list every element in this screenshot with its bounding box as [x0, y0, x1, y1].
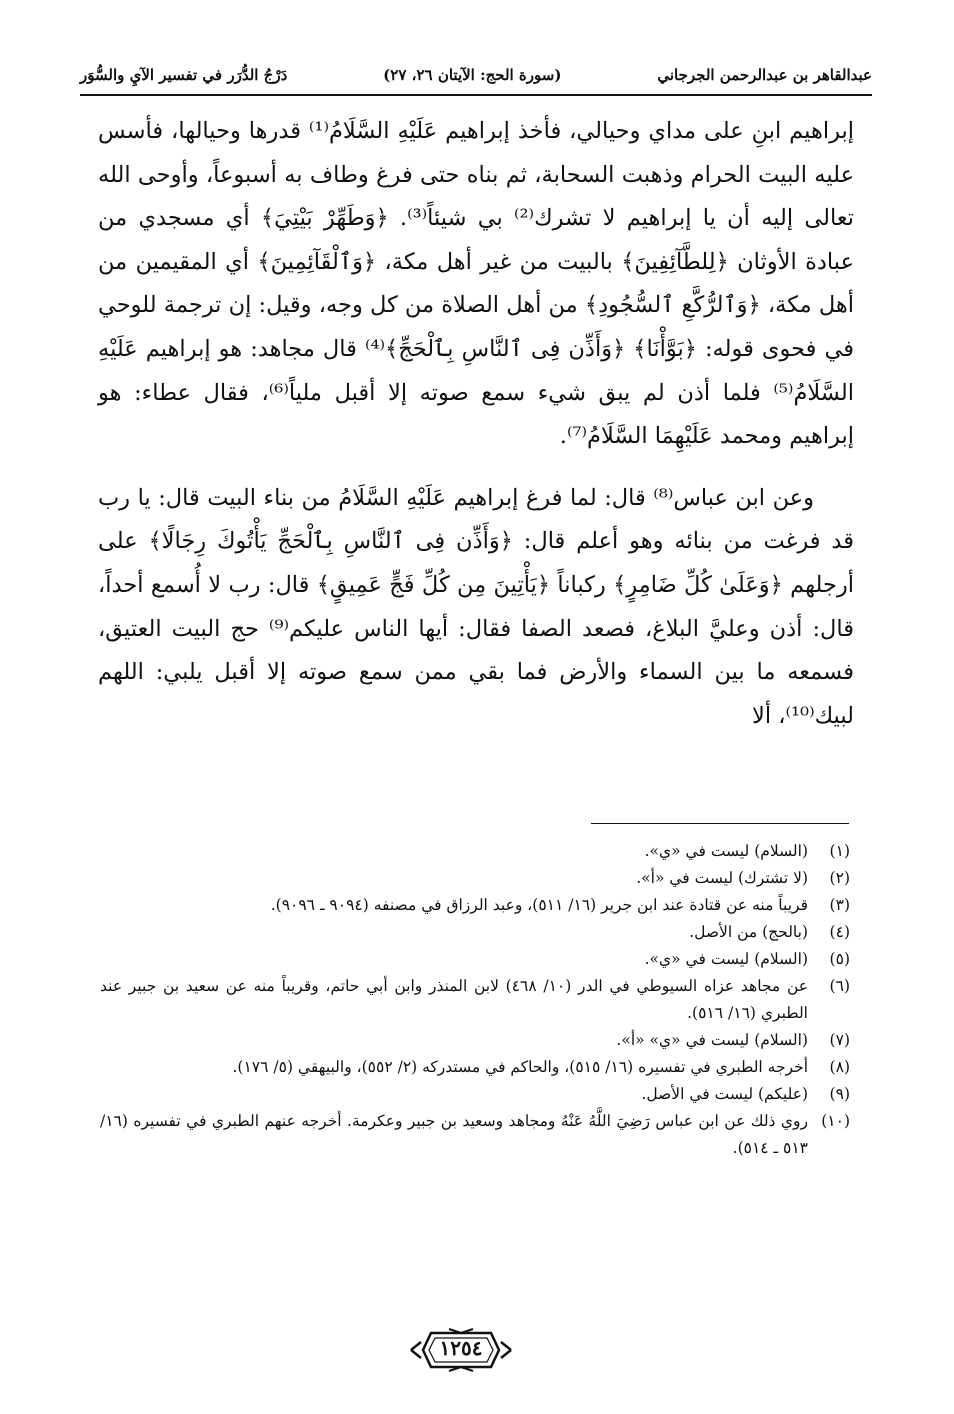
- footnote-number: (٥): [829, 950, 850, 968]
- paragraph: إبراهيم ابنِ على مداي وحيالي، فأخذ إبراهيم عَلَيْهِ السَّلَامُ⁽¹⁾ قدرها وحيالها، فأسس عليه البيت الحرام وذهبت السحابة، ثم بناه حتى فرغ وطاف به أسبوعاً، وأوحى الله تعالى إليه أن يا إبراهيم لا تشرك⁽²⁾ بي شيئاً⁽³⁾. ﴿وَطَهِّرْ بَيْتِيَ﴾ أي مسجدي من عبادة الأوثان ﴿لِلطَّآئِفِينَ﴾ بالبيت من غير أهل مكة، ﴿وَٱلْقَآئِمِينَ﴾ أي المقيمين من أهل مكة، ﴿وَٱلرُّكَّعِ ٱلسُّجُودِ﴾ من أهل الصلاة من كل وجه، وقيل: إن ترجمة للوحي في فحوى قوله: ﴿بَوَّأْنَا﴾ ﴿وَأَذِّن فِى ٱلنَّاسِ بِٱلْحَجِّ﴾⁽⁴⁾ قال مجاهد: هو إبراهيم عَلَيْهِ السَّلَامُ⁽⁵⁾ فلما أذن لم يبق شيء سمع صوته إلا أقبل ملياً⁽⁶⁾، فقال عطاء: هو إبراهيم ومحمد عَلَيْهِمَا السَّلَامُ⁽⁷⁾.: [98, 118, 854, 450]
- footnote-number: (٤): [829, 923, 850, 941]
- footnote: [100, 892, 850, 919]
- header-author: عبدالقاهر بن عبدالرحمن الجرجاني: [657, 66, 872, 84]
- footnote-text: (السلام) ليست في «ي» «أ».: [616, 1031, 808, 1049]
- footnote-number: (٩): [829, 1085, 850, 1103]
- footnote-number: (١): [829, 842, 850, 860]
- footnote: [100, 1054, 850, 1081]
- footnote: [100, 1027, 850, 1054]
- page-number: ١٢٥٤: [439, 1336, 483, 1360]
- footnote-text: أخرجه الطبري في تفسيره (١٦/ ٥١٥)، والحاكم في مستدركه (٢/ ٥٥٢)، والبيهقي (٥/ ١٧٦).: [232, 1058, 808, 1076]
- footnote: [100, 973, 850, 1027]
- running-header: [80, 58, 872, 92]
- footnote-number: (١٠): [821, 1112, 850, 1130]
- footnote-text: (السلام) ليست في «ي».: [644, 842, 808, 860]
- footnote-number: (٨): [829, 1058, 850, 1076]
- footnote-text: (عليكم) ليست في الأصل.: [641, 1085, 808, 1103]
- footnote-text: (السلام) ليست في «ي».: [644, 950, 808, 968]
- page-number-ornament: [409, 1327, 513, 1373]
- footnote-text: عن مجاهد عزاه السيوطي في الدر (١٠/ ٤٦٨) لابن المنذر وابن أبي حاتم، وقريباً منه عن سعيد بن جبير عند الطبري (١٦/ ٥١٦).: [100, 977, 808, 1022]
- header-divider: [80, 94, 872, 96]
- footnote: [100, 1108, 850, 1162]
- footnotes: [100, 838, 850, 1162]
- footnote-number: (٢): [829, 869, 850, 887]
- footnote-text: قريباً منه عن قتادة عند ابن جرير (١٦/ ٥١١)، وعبد الرزاق في مصنفه (٩٠٩٤ ـ ٩٠٩٦).: [270, 896, 808, 914]
- footnote: [100, 946, 850, 973]
- footnote: [100, 1081, 850, 1108]
- footnote-text: (بالحج) من الأصل.: [689, 923, 808, 941]
- header-book-title: دَرْجُ الدُّرَر في تفسير الآيِ والسُّوَر: [80, 66, 288, 84]
- paragraph: وعن ابن عباس⁽⁸⁾ قال: لما فرغ إبراهيم عَلَيْهِ السَّلَامُ من بناء البيت قال: يا رب قد فرغت من بنائه وهو أعلم قال: ﴿وَأَذِّن فِى ٱلنَّاسِ بِٱلْحَجِّ يَأْتُوكَ رِجَالًا﴾ على أرجلهم ﴿وَعَلَىٰ كُلِّ ضَامِرٍ﴾ ركباناً ﴿يَأْتِينَ مِن كُلِّ فَجٍّ عَمِيقٍ﴾ قال: رب لا أُسمع أحداً، قال: أذن وعليَّ البلاغ، فصعد الصفا فقال: أيها الناس عليكم⁽⁹⁾ حج البيت العتيق، فسمعه ما بين السماء والأرض فما بقي ممن سمع صوته إلا أقبل يلبي: اللهم لبيك⁽¹⁰⁾، ألا: [98, 484, 854, 729]
- footnote: [100, 919, 850, 946]
- footnote-number: (٦): [829, 977, 850, 995]
- footnote-divider: [591, 823, 849, 824]
- footnote-number: (٧): [829, 1031, 850, 1049]
- footnote-text: روي ذلك عن ابن عباس رَضِيَ اللَّهُ عَنْهُ ومجاهد وسعيد بن جبير وعكرمة. أخرجه عنهم الطبري في تفسيره (١٦/ ٥١٣ ـ ٥١٤).: [100, 1112, 808, 1157]
- footnote-number: (٣): [829, 896, 850, 914]
- main-text: [98, 110, 854, 738]
- header-verse-reference: (سورة الحج: الآيتان ٢٦، ٢٧): [383, 66, 562, 84]
- footnote: [100, 865, 850, 892]
- footnote: [100, 838, 850, 865]
- footnote-text: (لا تشترك) ليست في «أ».: [636, 869, 808, 887]
